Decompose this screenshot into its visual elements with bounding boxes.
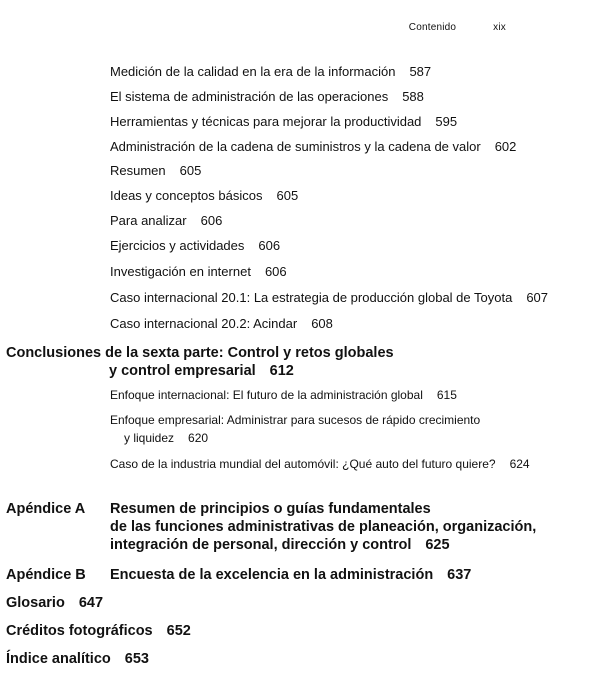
appendix-a-entry[interactable] bbox=[6, 500, 536, 554]
running-header bbox=[409, 22, 506, 33]
toc-entry[interactable] bbox=[110, 114, 457, 129]
toc-entry-page: 624 bbox=[509, 457, 530, 471]
toc-entry-continuation: y liquidez bbox=[124, 431, 175, 445]
toc-entry-title: Para analizar bbox=[110, 213, 187, 228]
toc-entry-page: 606 bbox=[258, 238, 281, 253]
toc-entry-page: 620 bbox=[188, 431, 209, 445]
toc-entry[interactable] bbox=[110, 264, 287, 279]
toc-entry-title: El sistema de administración de las operaciones bbox=[110, 89, 389, 104]
back-matter-entry[interactable] bbox=[6, 622, 191, 640]
toc-entry[interactable] bbox=[110, 457, 530, 471]
toc-entry[interactable] bbox=[110, 139, 516, 154]
appendix-a-line1: Resumen de principios o guías fundamentales bbox=[110, 501, 431, 517]
toc-entry[interactable] bbox=[110, 188, 298, 203]
toc-entry-page: 588 bbox=[402, 89, 424, 104]
back-matter-title: Glosario bbox=[6, 595, 65, 611]
toc-entry-title: Herramientas y técnicas para mejorar la productividad bbox=[110, 114, 422, 129]
back-matter-title: Créditos fotográficos bbox=[6, 623, 153, 639]
back-matter-page: 647 bbox=[78, 595, 104, 611]
toc-entry[interactable] bbox=[110, 64, 431, 79]
toc-entry[interactable] bbox=[110, 89, 424, 104]
toc-entry-title: Administración de la cadena de suministros y la cadena de valor bbox=[110, 139, 481, 154]
toc-entry-title: Medición de la calidad en la era de la información bbox=[110, 64, 396, 79]
toc-entry-title: Caso internacional 20.1: La estrategia de producción global de Toyota bbox=[110, 290, 513, 305]
part-heading[interactable] bbox=[6, 344, 394, 380]
back-matter-title: Índice analítico bbox=[6, 651, 111, 667]
toc-entry-page: 615 bbox=[436, 388, 457, 402]
toc-entry-page: 602 bbox=[494, 139, 517, 154]
toc-entry-page: 605 bbox=[179, 163, 202, 178]
back-matter-page: 653 bbox=[124, 651, 149, 667]
page-folio: xix bbox=[493, 22, 506, 33]
appendix-a-label: Apéndice A bbox=[6, 501, 86, 517]
toc-entry-title: Investigación en internet bbox=[110, 264, 251, 279]
toc-entry[interactable] bbox=[110, 213, 222, 228]
toc-entry-page: 606 bbox=[200, 213, 223, 228]
appendix-b-entry[interactable] bbox=[6, 566, 471, 584]
toc-entry[interactable] bbox=[110, 413, 480, 449]
back-matter-page: 652 bbox=[166, 623, 191, 639]
appendix-a-line3: integración de personal, dirección y control bbox=[110, 537, 412, 553]
appendix-b-page: 637 bbox=[447, 567, 472, 583]
header-title: Contenido bbox=[408, 22, 457, 33]
toc-entry-page: 587 bbox=[409, 64, 432, 79]
toc-entry-page: 595 bbox=[435, 114, 458, 129]
appendix-a-page: 625 bbox=[425, 537, 450, 553]
toc-entry-title: Caso internacional 20.2: Acindar bbox=[110, 316, 298, 331]
toc-entry[interactable] bbox=[110, 238, 280, 253]
part-heading-line2: y control empresarial bbox=[109, 363, 256, 379]
toc-entry-title: Enfoque internacional: El futuro de la administración global bbox=[110, 388, 423, 402]
toc-entry[interactable] bbox=[110, 163, 201, 178]
appendix-b-title: Encuesta de la excelencia en la administración bbox=[110, 567, 434, 583]
appendix-b-label: Apéndice B bbox=[6, 567, 86, 583]
toc-entry-title: Ideas y conceptos básicos bbox=[110, 188, 263, 203]
back-matter-entry[interactable] bbox=[6, 650, 149, 668]
toc-entry[interactable] bbox=[110, 316, 333, 331]
toc-entry[interactable] bbox=[110, 290, 548, 305]
toc-entry-page: 605 bbox=[276, 188, 299, 203]
toc-entry-page: 607 bbox=[526, 290, 549, 305]
toc-entry-page: 608 bbox=[311, 316, 333, 331]
toc-entry[interactable] bbox=[110, 388, 457, 402]
toc-entry-title: Caso de la industria mundial del automóvil: ¿Qué auto del futuro quiere? bbox=[110, 457, 496, 471]
toc-entry-page: 606 bbox=[264, 264, 287, 279]
part-heading-line1: Conclusiones de la sexta parte: Control y retos globales bbox=[6, 345, 394, 361]
toc-entry-title: Enfoque empresarial: Administrar para sucesos de rápido crecimiento bbox=[110, 413, 481, 427]
part-heading-page: 612 bbox=[269, 363, 294, 379]
toc-entry-title: Ejercicios y actividades bbox=[110, 238, 245, 253]
toc-entry-title: Resumen bbox=[110, 163, 166, 178]
back-matter-entry[interactable] bbox=[6, 594, 103, 612]
appendix-a-line2: de las funciones administrativas de planeación, organización, bbox=[110, 519, 537, 535]
